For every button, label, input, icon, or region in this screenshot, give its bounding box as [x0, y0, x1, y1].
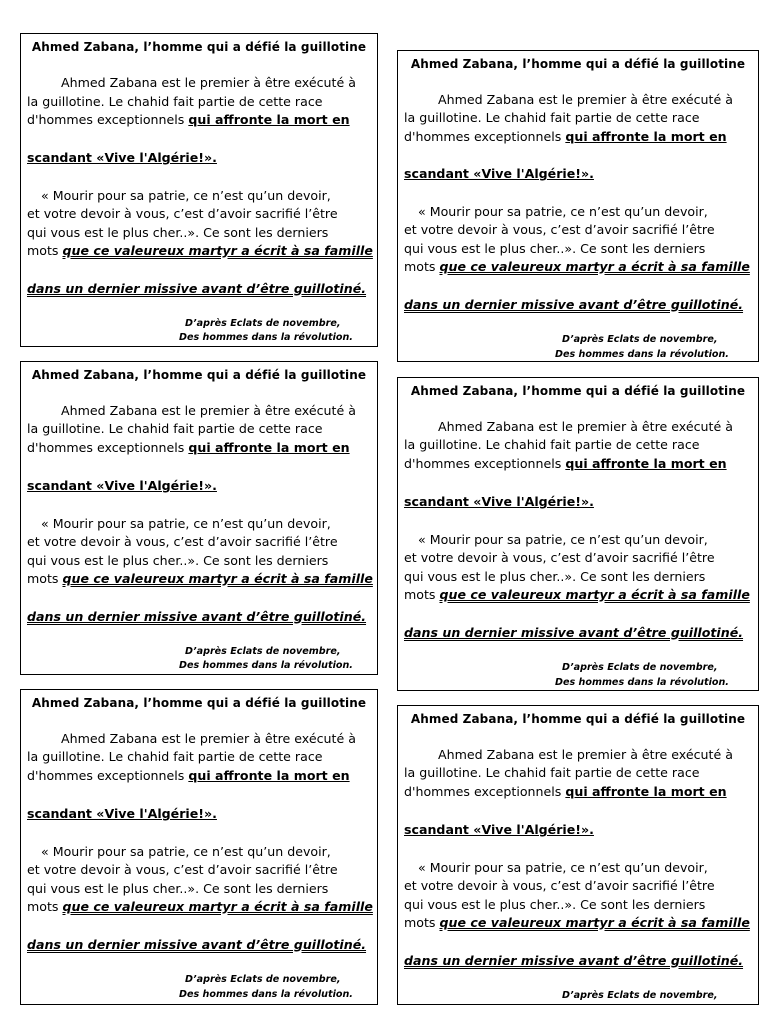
paragraph-2-text: mots	[27, 243, 63, 258]
emphasis-text: que ce valeureux martyr a écrit à sa famille	[62, 243, 373, 258]
paragraph-1-line-3	[404, 455, 727, 473]
paragraph-1-line-4: scandant «Vive l'Algérie!».	[404, 166, 594, 181]
paragraph-2-line-4	[27, 898, 373, 916]
source-line-2: Des hommes dans la révolution.	[179, 660, 353, 671]
card-title: Ahmed Zabana, l’homme qui a défié la guillotine	[31, 368, 367, 382]
paragraph-1-line-1: Ahmed Zabana est le premier à être exécuté à	[438, 419, 733, 434]
paragraph-2-line-5: dans un dernier missive avant d’être guillotiné.	[27, 609, 367, 624]
emphasis-text: qui affronte la mort en	[565, 784, 727, 799]
source-line-1: D’après Eclats de novembre,	[185, 974, 341, 985]
paragraph-2-line-4	[404, 586, 750, 604]
paragraph-2-line-1: « Mourir pour sa patrie, ce n’est qu’un devoir,	[41, 844, 331, 859]
card-title: Ahmed Zabana, l’homme qui a défié la guillotine	[410, 57, 746, 71]
source-line-1: D’après Eclats de novembre,	[185, 646, 341, 657]
paragraph-1-line-2: la guillotine. Le chahid fait partie de cette race	[27, 749, 323, 764]
paragraph-2-line-3: qui vous est le plus cher..». Ce sont les derniers	[27, 225, 329, 240]
card-title: Ahmed Zabana, l’homme qui a défié la guillotine	[31, 696, 367, 710]
paragraph-2-line-1: « Mourir pour sa patrie, ce n’est qu’un devoir,	[41, 516, 331, 531]
paragraph-2-text: mots	[404, 587, 440, 602]
paragraph-2-line-1: « Mourir pour sa patrie, ce n’est qu’un devoir,	[418, 860, 708, 875]
source-line-2: Des hommes dans la révolution.	[179, 332, 353, 343]
paragraph-2-line-2: et votre devoir à vous, c’est d’avoir sacrifié l’être	[404, 222, 715, 237]
paragraph-2-line-4	[27, 570, 373, 588]
paragraph-2-text: mots	[27, 571, 63, 586]
paragraph-1-line-1: Ahmed Zabana est le premier à être exécuté à	[61, 75, 356, 90]
source-line-1: D’après Eclats de novembre,	[185, 318, 341, 329]
emphasis-text: qui affronte la mort en	[188, 768, 350, 783]
source-line-2: Des hommes dans la révolution.	[179, 989, 353, 1000]
card-left-1	[20, 33, 378, 347]
paragraph-2-line-3: qui vous est le plus cher..». Ce sont les derniers	[27, 881, 329, 896]
paragraph-2-text: mots	[27, 899, 63, 914]
emphasis-text: qui affronte la mort en	[188, 440, 350, 455]
emphasis-text: que ce valeureux martyr a écrit à sa famille	[439, 587, 750, 602]
paragraph-1-line-2: la guillotine. Le chahid fait partie de cette race	[27, 94, 323, 109]
paragraph-2-line-2: et votre devoir à vous, c’est d’avoir sacrifié l’être	[27, 862, 338, 877]
paragraph-1-line-4: scandant «Vive l'Algérie!».	[27, 150, 217, 165]
paragraph-2-line-3: qui vous est le plus cher..». Ce sont les derniers	[27, 553, 329, 568]
paragraph-1-line-2: la guillotine. Le chahid fait partie de cette race	[27, 421, 323, 436]
paragraph-1-text: d'hommes exceptionnels	[404, 784, 566, 799]
card-title: Ahmed Zabana, l’homme qui a défié la guillotine	[31, 40, 367, 54]
emphasis-text: que ce valeureux martyr a écrit à sa famille	[439, 259, 750, 274]
paragraph-2-line-2: et votre devoir à vous, c’est d’avoir sacrifié l’être	[404, 878, 715, 893]
card-title: Ahmed Zabana, l’homme qui a défié la guillotine	[410, 384, 746, 398]
source-line-1: D’après Eclats de novembre,	[562, 334, 718, 345]
paragraph-1-line-4: scandant «Vive l'Algérie!».	[27, 478, 217, 493]
paragraph-2-line-5: dans un dernier missive avant d’être guillotiné.	[404, 297, 744, 312]
paragraph-2-text: mots	[404, 259, 440, 274]
paragraph-2-line-5: dans un dernier missive avant d’être guillotiné.	[27, 937, 367, 952]
card-left-2	[20, 361, 378, 675]
paragraph-2-line-3: qui vous est le plus cher..». Ce sont les derniers	[404, 241, 706, 256]
paragraph-1-line-3	[27, 439, 350, 457]
source-line-2: Des hommes dans la révolution.	[555, 677, 729, 688]
source-line-2: Des hommes dans la révolution.	[555, 349, 729, 360]
paragraph-1-line-1: Ahmed Zabana est le premier à être exécuté à	[438, 747, 733, 762]
paragraph-2-line-4	[404, 914, 750, 932]
emphasis-text: qui affronte la mort en	[565, 129, 727, 144]
paragraph-2-line-3: qui vous est le plus cher..». Ce sont les derniers	[404, 569, 706, 584]
source-line-1: D’après Eclats de novembre,	[562, 990, 718, 1001]
paragraph-1-line-3	[404, 783, 727, 801]
card-right-1	[397, 50, 759, 362]
paragraph-2-line-1: « Mourir pour sa patrie, ce n’est qu’un devoir,	[418, 532, 708, 547]
source-line-1: D’après Eclats de novembre,	[562, 662, 718, 673]
paragraph-2-line-2: et votre devoir à vous, c’est d’avoir sacrifié l’être	[27, 534, 338, 549]
paragraph-1-text: d'hommes exceptionnels	[404, 456, 566, 471]
paragraph-2-line-2: et votre devoir à vous, c’est d’avoir sacrifié l’être	[404, 550, 715, 565]
paragraph-1-line-4: scandant «Vive l'Algérie!».	[404, 494, 594, 509]
paragraph-2-line-4	[27, 242, 373, 260]
paragraph-1-line-2: la guillotine. Le chahid fait partie de cette race	[404, 110, 700, 125]
paragraph-2-line-5: dans un dernier missive avant d’être guillotiné.	[404, 625, 744, 640]
paragraph-2-line-2: et votre devoir à vous, c’est d’avoir sacrifié l’être	[27, 206, 338, 221]
paragraph-1-line-2: la guillotine. Le chahid fait partie de cette race	[404, 765, 700, 780]
paragraph-2-text: mots	[404, 915, 440, 930]
emphasis-text: que ce valeureux martyr a écrit à sa famille	[62, 899, 373, 914]
paragraph-1-line-4: scandant «Vive l'Algérie!».	[27, 806, 217, 821]
paragraph-1-line-3	[27, 767, 350, 785]
paragraph-1-line-1: Ahmed Zabana est le premier à être exécuté à	[61, 403, 356, 418]
paragraph-1-text: d'hommes exceptionnels	[404, 129, 566, 144]
paragraph-2-line-5: dans un dernier missive avant d’être guillotiné.	[27, 281, 367, 296]
paragraph-1-line-3	[404, 128, 727, 146]
emphasis-text: que ce valeureux martyr a écrit à sa famille	[439, 915, 750, 930]
card-right-2	[397, 377, 759, 691]
paragraph-1-text: d'hommes exceptionnels	[27, 768, 189, 783]
card-right-3	[397, 705, 759, 1005]
emphasis-text: qui affronte la mort en	[565, 456, 727, 471]
paragraph-2-line-3: qui vous est le plus cher..». Ce sont les derniers	[404, 897, 706, 912]
card-title: Ahmed Zabana, l’homme qui a défié la guillotine	[410, 712, 746, 726]
paragraph-1-line-3	[27, 111, 350, 129]
paragraph-1-line-2: la guillotine. Le chahid fait partie de cette race	[404, 437, 700, 452]
paragraph-1-text: d'hommes exceptionnels	[27, 112, 189, 127]
paragraph-2-line-1: « Mourir pour sa patrie, ce n’est qu’un devoir,	[418, 204, 708, 219]
paragraph-2-line-1: « Mourir pour sa patrie, ce n’est qu’un devoir,	[41, 188, 331, 203]
emphasis-text: qui affronte la mort en	[188, 112, 350, 127]
paragraph-1-line-4: scandant «Vive l'Algérie!».	[404, 822, 594, 837]
paragraph-2-line-4	[404, 258, 750, 276]
paragraph-1-line-1: Ahmed Zabana est le premier à être exécuté à	[438, 92, 733, 107]
paragraph-1-text: d'hommes exceptionnels	[27, 440, 189, 455]
paragraph-2-line-5: dans un dernier missive avant d’être guillotiné.	[404, 953, 744, 968]
paragraph-1-line-1: Ahmed Zabana est le premier à être exécuté à	[61, 731, 356, 746]
emphasis-text: que ce valeureux martyr a écrit à sa famille	[62, 571, 373, 586]
card-left-3	[20, 689, 378, 1005]
